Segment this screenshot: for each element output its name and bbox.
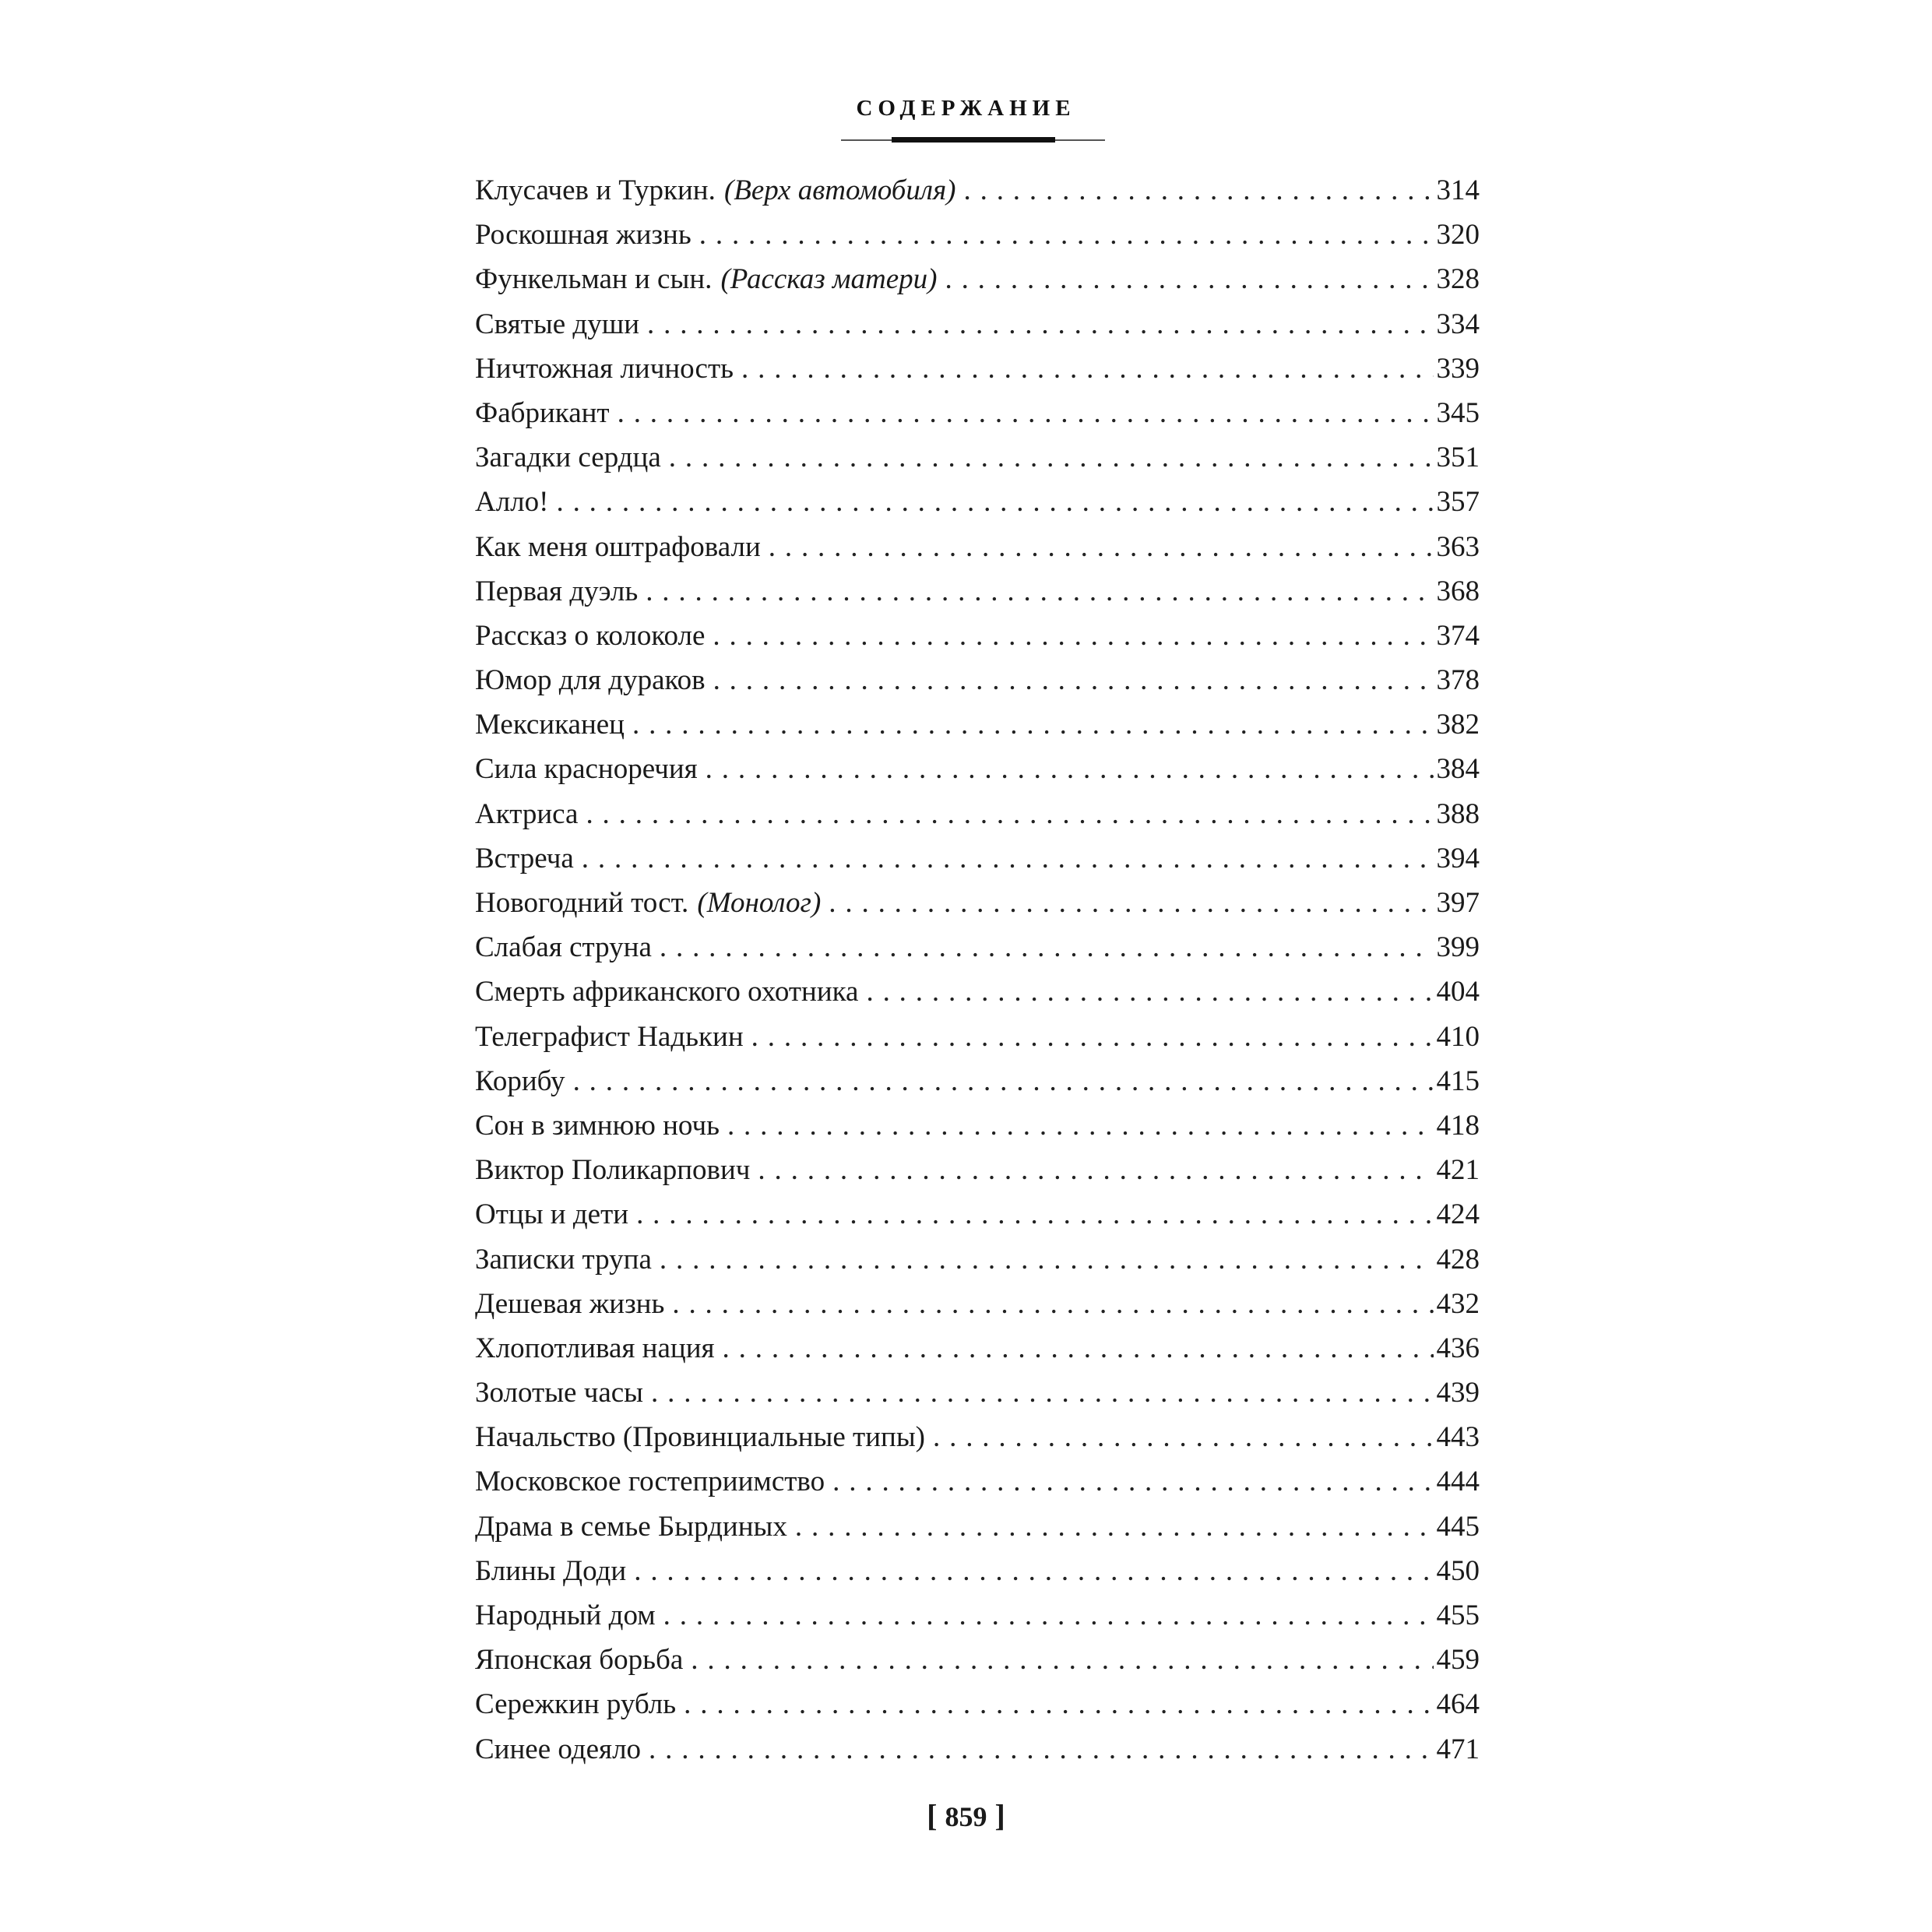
toc-leader-dots [727,1103,1434,1148]
toc-entry-page: 436 [1436,1332,1480,1364]
toc-entry[interactable] [475,1549,1480,1593]
table-of-contents [475,168,1480,1772]
toc-entry-title: Виктор Поликарпович [475,1154,751,1187]
toc-entry[interactable] [475,257,1480,301]
toc-entry-page: 378 [1436,664,1480,697]
toc-entry[interactable] [475,1015,1480,1059]
toc-entry-title: Золотые часы [475,1377,644,1409]
toc-leader-dots [618,391,1434,435]
toc-entry-page: 397 [1436,887,1480,919]
toc-entry-page: 421 [1436,1154,1480,1187]
toc-entry[interactable] [475,1282,1480,1326]
toc-entry-title: Новогодний тост. [475,887,689,919]
toc-entry-title: Дешевая жизнь [475,1287,665,1320]
toc-entry-page: 464 [1436,1688,1480,1721]
toc-leader-dots [933,1415,1434,1459]
toc-entry-title: Хлопотливая нация [475,1332,715,1364]
toc-entry-page: 363 [1436,530,1480,563]
toc-entry[interactable] [475,747,1480,791]
toc-entry-page: 424 [1436,1198,1480,1231]
page-footer [0,1797,1932,1835]
toc-leader-dots [741,347,1433,391]
toc-entry[interactable] [475,1237,1480,1282]
toc-entry-title: Как меня оштрафовали [475,530,761,563]
toc-leader-dots [945,257,1433,301]
toc-entry[interactable] [475,1103,1480,1148]
toc-entry-title: Синее одеяло [475,1733,642,1765]
toc-entry[interactable] [475,658,1480,702]
toc-entry[interactable] [475,569,1480,614]
toc-entry[interactable] [475,168,1480,213]
toc-entry-note: (Верх автомобиля) [723,174,956,206]
toc-leader-dots [795,1504,1434,1549]
toc-entry-page: 444 [1436,1466,1480,1498]
toc-leader-dots [672,1282,1433,1326]
toc-entry[interactable] [475,1682,1480,1726]
toc-leader-dots [651,1371,1433,1415]
page-header [0,93,1932,123]
toc-leader-dots [663,1593,1434,1638]
toc-leader-dots [669,435,1434,480]
toc-leader-dots [699,213,1434,257]
toc-entry-page: 428 [1436,1243,1480,1276]
toc-entry-title: Фабрикант [475,396,610,429]
toc-entry-note: (Рассказ матери) [720,263,938,296]
toc-entry[interactable] [475,614,1480,658]
toc-entry-title: Корибу [475,1065,565,1097]
toc-entry-title: Алло! [475,486,549,519]
toc-entry-page: 328 [1436,263,1480,296]
toc-leader-dots [632,702,1434,747]
page-title: СОДЕРЖАНИЕ [856,96,1076,121]
toc-leader-dots [634,1549,1433,1593]
footer-bracket-right: ] [994,1798,1005,1833]
toc-leader-dots [832,1459,1433,1504]
toc-entry-title: Записки трупа [475,1243,652,1276]
toc-entry-title: Функельман и сын. [475,263,713,296]
toc-entry-title: Мексиканец [475,709,625,741]
toc-leader-dots [691,1638,1433,1682]
toc-entry-title: Народный дом [475,1599,656,1631]
toc-entry[interactable] [475,702,1480,747]
toc-entry-title: Первая дуэль [475,575,639,607]
toc-entry[interactable] [475,435,1480,480]
toc-entry-title: Сон в зимнюю ночь [475,1109,720,1142]
toc-entry[interactable] [475,1415,1480,1459]
toc-entry[interactable] [475,1059,1480,1103]
toc-leader-dots [573,1059,1434,1103]
toc-entry-page: 404 [1436,976,1480,1008]
toc-entry-title: Юмор для дураков [475,664,706,697]
toc-entry-title: Отцы и дети [475,1198,629,1231]
toc-leader-dots [866,970,1433,1014]
toc-entry-title: Сережкин рубль [475,1688,677,1721]
toc-entry-page: 368 [1436,575,1480,607]
toc-leader-dots [706,747,1434,791]
toc-entry-page: 445 [1436,1510,1480,1543]
toc-entry-page: 384 [1436,753,1480,786]
toc-entry-title: Начальство (Провинциальные типы) [475,1421,925,1454]
toc-entry-title: Телеграфист Надькин [475,1020,744,1053]
toc-entry-page: 334 [1436,308,1480,340]
toc-entry-title: Актриса [475,797,579,830]
toc-entry-page: 339 [1436,352,1480,385]
toc-entry-title: Встреча [475,842,574,875]
toc-entry[interactable] [475,525,1480,569]
toc-leader-dots [964,168,1434,213]
toc-entry-page: 439 [1436,1377,1480,1409]
toc-entry-page: 410 [1436,1020,1480,1053]
toc-entry-page: 443 [1436,1421,1480,1454]
toc-entry[interactable] [475,1148,1480,1192]
toc-leader-dots [713,658,1434,702]
toc-entry-page: 394 [1436,842,1480,875]
toc-entry-title: Загадки сердца [475,442,661,474]
toc-entry[interactable] [475,970,1480,1014]
toc-entry-title: Рассказ о колоколе [475,619,706,652]
toc-entry-page: 314 [1436,174,1480,206]
toc-entry-page: 388 [1436,797,1480,830]
toc-leader-dots [582,836,1434,881]
toc-leader-dots [751,1015,1434,1059]
toc-entry[interactable] [475,1593,1480,1638]
toc-entry[interactable] [475,881,1480,925]
toc-leader-dots [646,569,1433,614]
toc-entry-title: Московское гостеприимство [475,1466,825,1498]
toc-leader-dots [556,480,1433,524]
toc-entry-page: 320 [1436,219,1480,252]
toc-entry-page: 374 [1436,619,1480,652]
toc-entry-title: Смерть африканского охотника [475,976,859,1008]
toc-entry[interactable] [475,1638,1480,1682]
toc-entry-page: 471 [1436,1733,1480,1765]
toc-leader-dots [829,881,1433,925]
toc-entry-title: Святые души [475,308,639,340]
toc-entry-title: Сила красноречия [475,753,698,786]
toc-entry-page: 459 [1436,1644,1480,1677]
toc-entry[interactable] [475,302,1480,347]
toc-entry-page: 415 [1436,1065,1480,1097]
toc-entry-page: 357 [1436,486,1480,519]
toc-entry[interactable] [475,347,1480,391]
toc-leader-dots [758,1148,1433,1192]
toc-leader-dots [649,1727,1433,1772]
toc-leader-dots [769,525,1434,569]
toc-entry-page: 455 [1436,1599,1480,1631]
toc-entry[interactable] [475,391,1480,435]
toc-entry[interactable] [475,1504,1480,1549]
toc-leader-dots [586,792,1433,836]
toc-leader-dots [636,1192,1433,1237]
toc-entry-page: 432 [1436,1287,1480,1320]
toc-entry-title: Слабая струна [475,931,652,964]
toc-entry[interactable] [475,1371,1480,1415]
footer-page-number: 859 [945,1801,987,1832]
toc-entry-title: Драма в семье Бырдиных [475,1510,787,1543]
header-rule-accent [892,137,1055,143]
toc-entry-title: Клусачев и Туркин. [475,174,716,206]
toc-entry-title: Роскошная жизнь [475,219,692,252]
toc-leader-dots [684,1682,1433,1726]
toc-entry[interactable] [475,1727,1480,1772]
toc-leader-dots [660,1237,1434,1282]
toc-entry-title: Блины Доди [475,1554,627,1587]
toc-entry[interactable] [475,1326,1480,1371]
toc-entry-page: 345 [1436,396,1480,429]
toc-entry[interactable] [475,1459,1480,1504]
toc-entry[interactable] [475,1192,1480,1237]
toc-entry-title: Японская борьба [475,1644,684,1677]
footer-bracket-left: [ [927,1798,938,1833]
toc-entry-page: 450 [1436,1554,1480,1587]
toc-entry-page: 418 [1436,1109,1480,1142]
toc-leader-dots [660,925,1434,970]
toc-entry[interactable] [475,836,1480,881]
toc-entry[interactable] [475,925,1480,970]
toc-entry[interactable] [475,792,1480,836]
toc-entry-title: Ничтожная личность [475,352,734,385]
toc-entry-note: (Монолог) [697,887,822,919]
toc-leader-dots [723,1326,1434,1371]
toc-leader-dots [713,614,1433,658]
toc-entry-page: 399 [1436,931,1480,964]
toc-entry[interactable] [475,480,1480,524]
toc-entry-page: 382 [1436,709,1480,741]
toc-entry[interactable] [475,213,1480,257]
toc-leader-dots [647,302,1434,347]
toc-entry-page: 351 [1436,442,1480,474]
